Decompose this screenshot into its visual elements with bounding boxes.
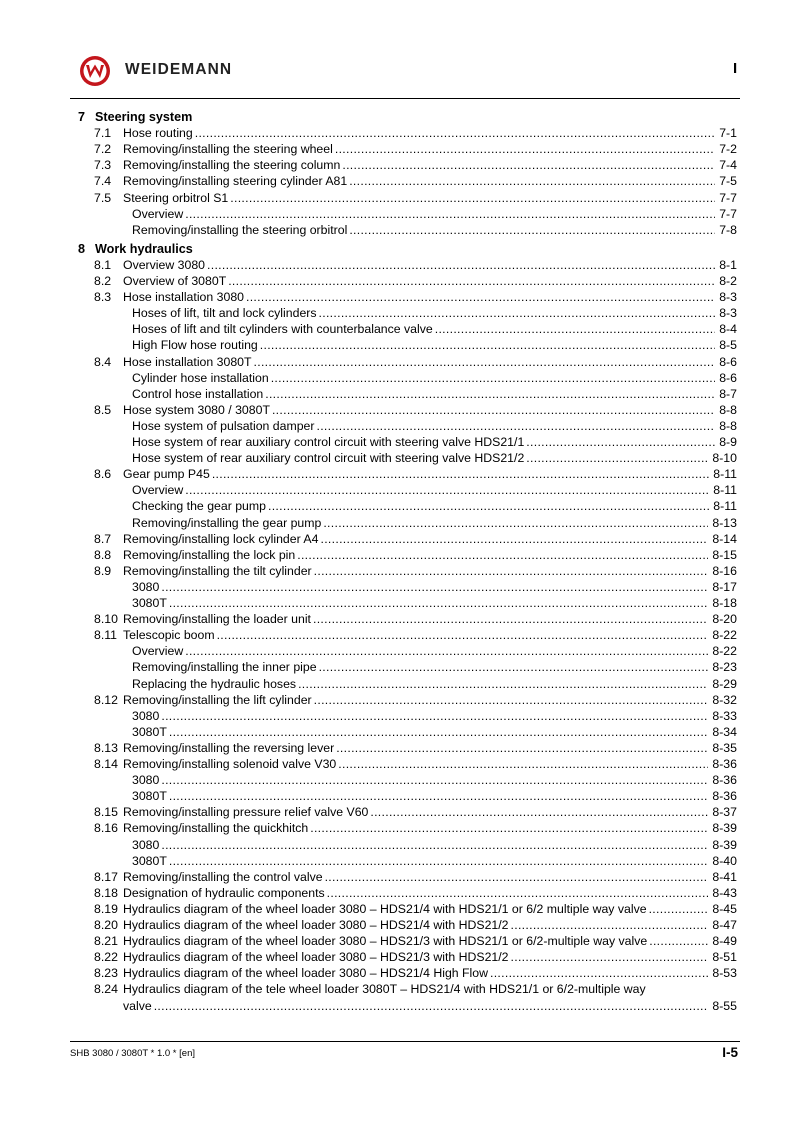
toc-entry[interactable]: [0, 950, 794, 965]
leader-dots: [228, 274, 715, 289]
toc-subentry[interactable]: [0, 709, 794, 724]
toc-entry-number: 8.9: [94, 563, 112, 578]
toc-entry[interactable]: [0, 274, 794, 289]
leader-dots: [370, 805, 708, 820]
toc-entry-number: 8.11: [94, 628, 118, 643]
chapter-number: 8: [78, 241, 86, 256]
toc-entry-title: Checking the gear pump: [132, 499, 266, 514]
toc-entry-number: 8.21: [94, 934, 118, 949]
toc-subentry[interactable]: [0, 322, 794, 337]
toc-entry-title: Hoses of lift, tilt and lock cylinders: [132, 306, 317, 321]
leader-dots: [310, 821, 708, 836]
toc-entry-page: 8-8: [719, 402, 737, 417]
toc-subentry[interactable]: [0, 677, 794, 692]
leader-dots: [490, 966, 708, 981]
leader-dots: [169, 854, 709, 869]
toc-entry-page: 8-40: [712, 853, 737, 868]
toc-subentry[interactable]: [0, 483, 794, 498]
toc-entry-page: 8-1: [719, 257, 737, 272]
leader-dots: [317, 419, 716, 434]
toc-entry-title: Hose system of rear auxiliary control circuit with steering valve HDS21/1: [132, 435, 525, 449]
toc-entry-number: 7.1: [94, 126, 112, 141]
toc-entry-number: 7.2: [94, 142, 112, 157]
leader-dots: [161, 580, 708, 595]
toc-entry[interactable]: [0, 966, 794, 981]
toc-subentry[interactable]: [0, 306, 794, 321]
leader-dots: [195, 126, 715, 141]
toc-entry-title: 3080T: [132, 596, 167, 610]
toc-entry-title: Overview: [132, 644, 184, 659]
leader-dots: [272, 403, 715, 418]
chapter-heading: [78, 242, 193, 257]
leader-dots: [314, 693, 709, 708]
toc-subentry[interactable]: [0, 435, 794, 450]
toc-entry-page: 8-39: [712, 837, 737, 852]
toc-subentry[interactable]: [0, 516, 794, 531]
toc-entry-page: 8-22: [712, 628, 737, 643]
toc-entry-page: 8-4: [719, 322, 737, 337]
toc-entry-page: 8-13: [712, 515, 737, 530]
toc-entry-page: 8-37: [712, 805, 737, 820]
toc-entry-page: 8-14: [712, 531, 737, 546]
leader-dots: [338, 757, 708, 772]
leader-dots: [526, 451, 708, 466]
toc-entry-title: Removing/installing solenoid valve V30: [123, 757, 337, 771]
toc-entry-number: 8.7: [94, 531, 112, 546]
leader-dots: [435, 322, 715, 337]
toc-entry[interactable]: [0, 355, 794, 370]
leader-dots: [314, 564, 709, 579]
toc-entry-page: 8-45: [712, 901, 737, 916]
toc-subentry[interactable]: [0, 207, 794, 222]
leader-dots: [297, 548, 708, 563]
leader-dots: [349, 223, 715, 238]
toc-entry-page: 8-10: [712, 451, 737, 466]
footer-document-id: SHB 3080 / 3080T * 1.0 * [en]: [70, 1048, 195, 1059]
leader-dots: [169, 725, 709, 740]
toc-entry-page: 7-1: [719, 126, 737, 141]
toc-entry[interactable]: [0, 258, 794, 273]
toc-entry-number: 7.3: [94, 158, 112, 173]
leader-dots: [246, 290, 715, 305]
toc-entry-page: 8-53: [712, 966, 737, 981]
toc-entry-title: 3080T: [132, 789, 167, 804]
toc-subentry[interactable]: [0, 580, 794, 595]
leader-dots: [207, 258, 715, 273]
toc-entry-title: Removing/installing the tilt cylinder: [123, 563, 312, 578]
toc-entry-page: 8-15: [712, 547, 737, 562]
toc-entry-number: 8.24: [94, 982, 118, 997]
toc-entry-title: Removing/installing the inner pipe: [132, 660, 317, 675]
toc-subentry[interactable]: [0, 338, 794, 353]
toc-entry[interactable]: [0, 805, 794, 820]
toc-entry-number: 8.14: [94, 757, 118, 771]
toc-entry-number: 8.2: [94, 274, 112, 288]
toc-entry-title: Removing/installing the quickhitch: [123, 821, 309, 836]
toc-entry-number: 8.20: [94, 918, 118, 932]
toc-subentry[interactable]: [0, 451, 794, 466]
toc-entry-title: Hoses of lift and tilt cylinders with counterbalance valve: [132, 322, 433, 337]
toc-entry-title: Replacing the hydraulic hoses: [132, 676, 297, 691]
toc-entry-title: Removing/installing steering cylinder A81: [123, 174, 348, 189]
leader-dots: [313, 612, 708, 627]
weidemann-logo-icon: [79, 55, 111, 87]
toc-entry-page: 8-55: [712, 998, 737, 1013]
toc-entry[interactable]: [0, 934, 794, 949]
toc-entry-number: 8.8: [94, 547, 112, 562]
toc-entry-number: 7.4: [94, 174, 112, 189]
toc-entry-page: 8-8: [719, 418, 737, 433]
leader-dots: [298, 677, 708, 692]
leader-dots: [335, 142, 715, 157]
toc-entry-title-continued: valve: [123, 998, 152, 1013]
toc-entry-page: 8-3: [719, 306, 737, 321]
toc-entry-title: Hydraulics diagram of the wheel loader 3080 – HDS21/4 High Flow: [123, 966, 488, 981]
toc-entry-title: Hydraulics diagram of the wheel loader 3080 – HDS21/3 with HDS21/1 or 6/2-multiple way valve: [123, 934, 648, 949]
toc-entry[interactable]: [0, 821, 794, 836]
leader-dots: [323, 516, 708, 531]
leader-dots: [320, 532, 708, 547]
toc-entry-title: Removing/installing the lift cylinder: [123, 692, 312, 707]
toc-entry-page: 8-11: [713, 499, 737, 514]
toc-entry-number: 8.15: [94, 805, 118, 820]
leader-dots: [319, 660, 709, 675]
leader-dots: [185, 644, 708, 659]
leader-dots: [336, 741, 708, 756]
section-mark: I: [733, 60, 738, 77]
toc-subentry[interactable]: [0, 371, 794, 386]
toc-entry-number: 8.6: [94, 467, 112, 482]
toc-entry-number: 8.16: [94, 821, 118, 836]
toc-entry-number: 8.12: [94, 692, 118, 707]
toc-entry[interactable]: [0, 126, 794, 141]
leader-dots: [319, 306, 716, 321]
leader-dots: [254, 355, 716, 370]
toc-subentry[interactable]: [0, 387, 794, 402]
toc-entry-title: Removing/installing the control valve: [123, 869, 323, 884]
toc-entry-page: 8-7: [719, 386, 737, 401]
toc-entry-number: 8.19: [94, 901, 118, 916]
toc-entry-title: Hose system 3080 / 3080T: [123, 402, 270, 417]
toc-entry-title: 3080: [132, 708, 160, 723]
leader-dots: [271, 371, 716, 386]
toc-subentry[interactable]: [0, 223, 794, 238]
toc-entry-number: 8.17: [94, 869, 118, 884]
toc-entry-page: 8-20: [712, 612, 737, 627]
toc-subentry[interactable]: [0, 789, 794, 804]
leader-dots: [265, 387, 715, 402]
leader-dots: [217, 628, 709, 643]
toc-entry-title: High Flow hose routing: [132, 338, 258, 353]
page-header: [0, 0, 794, 100]
chapter-heading: [78, 110, 192, 125]
toc-entry-title: Hose installation 3080T: [123, 354, 252, 369]
toc-entry-title: 3080: [132, 579, 160, 594]
toc-subentry[interactable]: [0, 644, 794, 659]
toc-entry[interactable]: [0, 741, 794, 756]
toc-entry-title: Hydraulics diagram of the wheel loader 3080 – HDS21/4 with HDS21/1 or 6/2 multiple way valve: [123, 901, 647, 916]
toc-entry-title: Overview: [132, 483, 184, 498]
toc-subentry[interactable]: [0, 838, 794, 853]
toc-entry-page: 8-43: [712, 885, 737, 900]
toc-entry-page: 8-16: [712, 563, 737, 578]
toc-entry-page: 8-41: [712, 869, 737, 884]
toc-entry[interactable]: [0, 532, 794, 547]
toc-entry-page: 7-7: [719, 190, 737, 205]
leader-dots: [511, 950, 709, 965]
toc-entry-page: 8-9: [719, 435, 737, 449]
toc-entry-page: 8-22: [712, 644, 737, 659]
toc-entry-page: 8-47: [712, 918, 737, 932]
toc-entry-title: Removing/installing the steering wheel: [123, 142, 333, 157]
toc-entry-title: Removing/installing the steering column: [123, 158, 341, 173]
toc-entry-page: 8-36: [712, 757, 737, 771]
leader-dots: [526, 435, 715, 450]
leader-dots: [154, 999, 709, 1014]
brand-name: WEIDEMANN: [125, 61, 233, 78]
leader-dots: [161, 838, 708, 853]
chapter-number: 7: [78, 110, 86, 124]
toc-entry[interactable]: [0, 628, 794, 643]
toc-entry-title: Hydraulics diagram of the wheel loader 3080 – HDS21/4 with HDS21/2: [123, 918, 509, 932]
toc-entry-page: 8-17: [712, 579, 737, 594]
toc-entry[interactable]: [0, 902, 794, 917]
toc-entry-number: 8.3: [94, 290, 112, 305]
toc-entry-number: 8.18: [94, 885, 118, 900]
toc-entry[interactable]: [0, 158, 794, 173]
toc-entry-page: 8-6: [719, 370, 737, 385]
toc-entry-page: 8-35: [712, 740, 737, 755]
toc-entry-title: Steering orbitrol S1: [123, 190, 229, 205]
toc-entry-continuation[interactable]: [0, 999, 794, 1014]
toc-subentry[interactable]: [0, 854, 794, 869]
toc-entry-page: 7-4: [719, 158, 737, 173]
toc-entry-page: 8-49: [712, 934, 737, 949]
toc-entry-title: Hose routing: [123, 126, 193, 141]
toc-entry-page: 8-39: [712, 821, 737, 836]
leader-dots: [161, 773, 708, 788]
toc-entry[interactable]: [0, 693, 794, 708]
leader-dots: [327, 886, 709, 901]
toc-entry-number: 8.1: [94, 257, 112, 272]
toc-entry-number: 8.22: [94, 950, 118, 965]
toc-entry-number: 8.23: [94, 966, 118, 981]
leader-dots: [169, 596, 709, 611]
toc-entry-page: 8-11: [713, 483, 737, 498]
toc-entry-number: 8.13: [94, 740, 118, 755]
toc-entry-title: Removing/installing lock cylinder A4: [123, 531, 319, 546]
toc-entry-title: Designation of hydraulic components: [123, 885, 325, 900]
toc-entry-title: Overview of 3080T: [123, 274, 227, 288]
toc-entry-page: 8-2: [719, 274, 737, 288]
toc-entry-page: 7-5: [719, 174, 737, 189]
toc-subentry[interactable]: [0, 773, 794, 788]
toc-entry[interactable]: [0, 191, 794, 206]
leader-dots: [230, 191, 715, 206]
chapter-title: Steering system: [95, 110, 193, 124]
toc-entry-page: 7-2: [719, 142, 737, 157]
leader-dots: [649, 934, 708, 949]
toc-subentry[interactable]: [0, 725, 794, 740]
toc-entry[interactable]: [0, 290, 794, 305]
toc-entry-title: Hose installation 3080: [123, 290, 244, 305]
toc-entry-page: 8-23: [712, 660, 737, 675]
toc-entry[interactable]: [0, 612, 794, 627]
toc-subentry[interactable]: [0, 596, 794, 611]
toc-entry-title: Removing/installing the steering orbitrol: [132, 222, 348, 237]
leader-dots: [325, 870, 709, 885]
toc-entry-title: 3080: [132, 773, 160, 788]
toc-entry-title: Removing/installing pressure relief valve V60: [123, 805, 369, 820]
toc-entry[interactable]: [0, 886, 794, 901]
toc-entry-title: Overview: [132, 206, 184, 221]
toc-entry-title: Gear pump P45: [123, 467, 210, 482]
leader-dots: [212, 467, 709, 482]
footer-page-number: I-5: [722, 1045, 738, 1060]
toc-entry-title: Removing/installing the loader unit: [123, 612, 311, 627]
leader-dots: [349, 174, 715, 189]
toc-entry-page: 8-18: [712, 596, 737, 610]
toc-entry-title: Control hose installation: [132, 386, 264, 401]
toc-entry-page: 8-29: [712, 676, 737, 691]
toc-entry-page: 8-11: [713, 467, 737, 482]
toc-entry[interactable]: [0, 174, 794, 189]
header-rule: [70, 98, 740, 99]
toc-entry-title: Hose system of pulsation damper: [132, 418, 315, 433]
toc-entry-title: Removing/installing the gear pump: [132, 515, 322, 530]
toc-entry[interactable]: [0, 757, 794, 772]
toc-entry-title: Removing/installing the lock pin: [123, 547, 296, 562]
toc-entry-page: 8-34: [712, 724, 737, 739]
toc-entry-number: 8.10: [94, 612, 118, 627]
leader-dots: [511, 918, 709, 933]
toc-entry-title: 3080: [132, 837, 160, 852]
toc-entry-title: Telescopic boom: [123, 628, 215, 643]
toc-entry[interactable]: [0, 870, 794, 885]
leader-dots: [185, 207, 715, 222]
toc-entry-title: Hydraulics diagram of the wheel loader 3080 – HDS21/3 with HDS21/2: [123, 950, 509, 965]
leader-dots: [161, 709, 708, 724]
toc-entry-title: Overview 3080: [123, 257, 206, 272]
toc-entry-title: Cylinder hose installation: [132, 370, 269, 385]
leader-dots: [260, 338, 715, 353]
toc-entry-title: Removing/installing the reversing lever: [123, 740, 335, 755]
toc-entry[interactable]: [0, 918, 794, 933]
toc-entry[interactable]: [0, 982, 794, 997]
toc-entry[interactable]: [0, 564, 794, 579]
toc-entry-page: 8-33: [712, 708, 737, 723]
leader-dots: [342, 158, 715, 173]
toc-entry[interactable]: [0, 403, 794, 418]
leader-dots: [268, 499, 709, 514]
toc-entry-page: 8-3: [719, 290, 737, 305]
toc-entry-title: Hydraulics diagram of the tele wheel loader 3080T – HDS21/4 with HDS21/1 or 6/2-multiple way: [123, 982, 646, 997]
toc-entry-page: 7-8: [719, 222, 737, 237]
leader-dots: [649, 902, 709, 917]
toc-entry-page: 8-51: [712, 950, 737, 965]
toc-entry-number: 8.4: [94, 354, 112, 369]
toc-entry-number: 8.5: [94, 402, 112, 417]
leader-dots: [185, 483, 709, 498]
toc-entry[interactable]: [0, 548, 794, 563]
toc-entry-page: 8-6: [719, 354, 737, 369]
toc-entry-title: Hose system of rear auxiliary control circuit with steering valve HDS21/2: [132, 451, 525, 466]
toc-entry-page: 8-36: [712, 773, 737, 788]
toc-entry-title: 3080T: [132, 724, 167, 739]
toc-entry-title: 3080T: [132, 853, 167, 868]
toc-subentry[interactable]: [0, 419, 794, 434]
toc-entry-page: 7-7: [719, 206, 737, 221]
toc-entry[interactable]: [0, 467, 794, 482]
toc-entry[interactable]: [0, 142, 794, 157]
chapter-title: Work hydraulics: [95, 241, 193, 256]
leader-dots: [169, 789, 709, 804]
toc-entry-page: 8-32: [712, 692, 737, 707]
toc-subentry[interactable]: [0, 499, 794, 514]
toc-entry-page: 8-5: [719, 338, 737, 353]
footer-rule: [70, 1041, 740, 1042]
toc-entry-page: 8-36: [712, 789, 737, 804]
toc-subentry[interactable]: [0, 660, 794, 675]
toc-entry-number: 7.5: [94, 190, 112, 205]
